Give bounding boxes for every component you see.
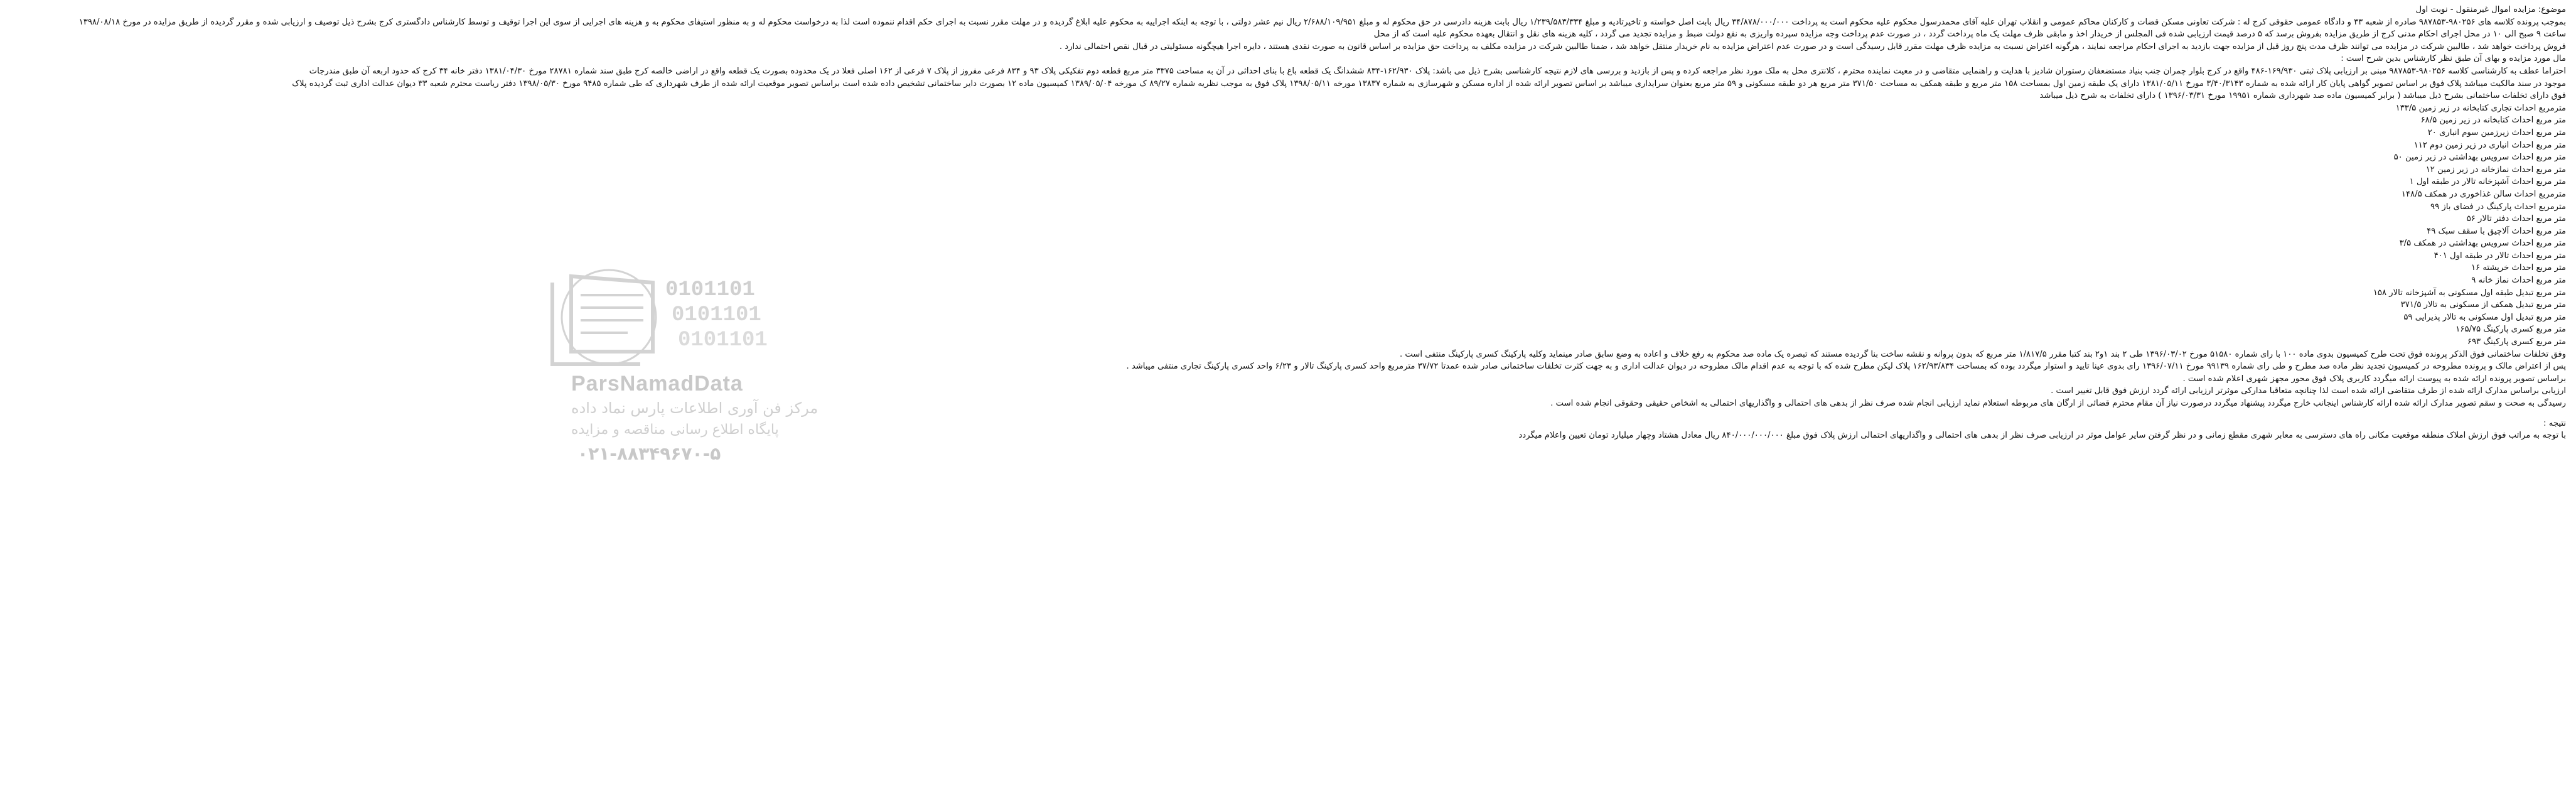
document-line: متر مربع احداث سرویس بهداشتی در همکف ۳/۵ (2399, 239, 2566, 249)
binary-watermark-text: 0101101 (678, 328, 768, 352)
binary-watermark-text: 0101101 (672, 303, 761, 327)
document-line: احتراما عطف به کارشناسی کلاسه ۹۸۰۲۵۶-۹۸۷۸۵۳ مبنی بر ارزیابی پلاک ثبتی ۱۶۹/۹۳۰-۴۸۶ واقع در کرج بلوار چمران جنب بنیاد مستضعفان رستوران شادیز با هدایت و راهنمایی متقاضی و در معیت نماینده محترم ، کلانتری محل به ملک مورد نظر مراجعه کرده و پس از بازدید و بررسی های لازم نتیجه کارشناسی بشرح ذیل می باشد: پلاک ۱۶۲/۹۳۰-۸۳۴ ششدانگ یک قطعه باغ با بنای احداثی در آن به مساحت ۳۳۷۵ متر مربع قطعه دوم تفکیکی پلاک ۹۳ و ۸۳۴ فرعی مفروز از پلاک ۷ فرعی از ۱۶۲ اصلی فعلا در یک محدوده بصورت یک قطعه واقع در اراضی خالصه کرج طبق سند شماره ۲۸۷۸۱ مورخ ۱۳۸۱/۰۴/۳۰ دفتر خانه ۳۴ کرج که حدود اربعه آن طبق مندرجات (309, 66, 2566, 76)
document-line: فروش پرداخت خواهد شد ، طالبین شرکت در مزایده می توانند ظرف مدت پنج روز قبل از مزایده جهت بازدید به اجرای احکام مراجعه نمایند ، هرگونه اعتراض نسبت به مزایده ظرف مهلت مقرر قابل رسیدگی است و در صورت عدم اعتراض مزایده به نام خریدار منتقل خواهد شد ، ضمنا طالبین شرکت در مزایده مکلف به پرداخت حق مزایده بر اساس قانون به صورت نقدی هستند ، دایره اجرا هیچگونه مسئولیتی در قبال نقص احتمالی ندارد . (1059, 41, 2566, 51)
document-line: مترمربع احداث پارکینگ در فضای باز ۹۹ (2430, 202, 2566, 212)
document-line: متر مربع احداث سرویس بهداشتی در زیر زمین ۵۰ (2393, 153, 2566, 163)
document-line: مترمربع احداث سالن غذاخوری در همکف ۱۴۸/۵ (2401, 189, 2566, 199)
document-line: با توجه به مراتب فوق ارزش املاک منطقه موقعیت مکانی راه های دسترسی به معابر شهری مقطع زمانی و در نظر گرفتن سایر عوامل موثر در ارزیابی صرف نظر از بدهی های احتمالی و واگذاریهای احتمالی ارزش پلاک فوق مبلغ ۸۴۰/۰۰۰/۰۰۰/۰۰۰ ریال معادل هشتاد وچهار میلیارد تومان تعیین واعلام میگردد (1518, 431, 2566, 441)
document-line: متر مربع تبدیل اول مسکونی به تالار پذیرایی ۵۹ (2403, 312, 2566, 322)
watermark-subtitle: پایگاه اطلاع رسانی مناقصه و مزایده (571, 422, 779, 438)
document-line: متر مربع احداث زیرزمین سوم انباری ۲۰ (2427, 127, 2566, 138)
document-line: ساعت ۹ صبح الی ۱۰ در محل اجرای احکام مدنی کرج از طریق مزایده بفروش برسد که ۵ درصد قیمت ارزیابی شده فی المجلس از خریدار اخذ و مابقی ظرف مهلت یک ماه پرداخت گردد ، در صورت عدم پرداخت وجه مزایده سپرده واریزی به نفع دولت ضبط و مزایده تجدید می گردد ، کلیه هزینه های نقل و انتقال بعهده محکوم علیه است که از محل (1373, 30, 2566, 40)
document-line: متر مربع احداث آلاچیق با سقف سبک ۴۹ (2427, 226, 2566, 236)
document-line: متر مربع کسری پارکینگ ۶۹۳ (2467, 337, 2566, 347)
watermark-tagline: مرکز فن آوری اطلاعات پارس نماد داده (571, 399, 818, 417)
document-line: متر مربع احداث انباری در زیر زمین دوم ۱۱۲ (2413, 140, 2566, 150)
document-line: متر مربع احداث آشپزخانه تالار در طبقه اول ۱ (2409, 177, 2566, 187)
document-line: موضوع: مزایده اموال غیرمنقول - نوبت اول (2415, 5, 2566, 14)
document-line: متر مربع احداث خرپشته ۱۶ (2471, 263, 2566, 273)
document-line: مال مورد مزایده و بهای آن طبق نظر کارشناس بدین شرح است : (2341, 54, 2566, 64)
document-line: متر مربع کسری پارکینگ ۱۶۵/۷۵ (2455, 325, 2566, 335)
document-line: ارزیابی براساس مدارک ارائه شده از طرف متقاضی ارائه شده است لذا چنانچه متعاقبا مدارکی موثرتر ارزیابی ارائه گردد ارزش فوق قابل تغییر است . (2051, 386, 2566, 396)
document-line: متر مربع احداث تالار در طبقه اول ۴۰۱ (2434, 251, 2566, 261)
document-line: مترمربع احداث تجاری کتابخانه در زیر زمین ۱۳۳/۵ (2395, 103, 2566, 113)
document-line: بموجب پرونده کلاسه های ۹۸۰۲۵۶-۹۸۷۸۵۳ صادره از شعبه ۳۳ و دادگاه عمومی حقوقی کرج له : شرکت تعاونی مسکن قضات و کارکنان محاکم عمومی و انقلاب تهران علیه آقای محمدرسول محکوم علیه محکوم است به پرداخت ۳۴/۸۷۸/۰۰۰/۰۰۰ ریال بابت اصل خواسته و تاخیرتادیه و مبلغ ۱/۲۳۹/۵۸۳/۳۳۴ ریال بابت هزینه دادرسی در حق محکوم له و مبلغ ۲/۶۸۸/۱۰۹/۹۵۱ ریال نیم عشر دولتی ، با توجه به اینکه اجراییه به محکوم علیه ابلاغ گردیده و در مهلت مقرر نسبت به اجرای حکم اقدام ننموده است لذا به درخواست محکوم له و به منظور استیفای محکوم به و هزینه های اجرایی از سوی این اجرا توقیف و توسط کارشناس دادگستری کرج بشرح ذیل توصیف و ارزیابی شده و مقرر گردیده از طریق مزایده در مورخ ۱۳۹۸/۰۸/۱۸ (78, 17, 2566, 27)
document-line: متر مربع تبدیل طبقه اول مسکونی به آشپزخانه تالار ۱۵۸ (2373, 288, 2566, 298)
document-line: پس از اعتراض مالک و پرونده مطروحه در کمیسیون تجدید نظر ماده صد مطرح و طی رای شماره ۹۹۱۳۹ مورخ ۱۳۹۶/۰۷/۱۱ رای بدوی عینا تایید و استوار میگردد بوده که بمساحت ۱۶۲/۹۳/۸۳۴ پلاک لیکن مطرح شده که با توجه به عدم اقدام مالک مطروحه در دیوان عدالت اداری و به جهت کثرت تخلفات ساختمانی صادر شده عمدتا ۳۷/۷۲ مترمربع واحد کسری پارکینگ تالار و ۶/۲۳ واحد کسری پارکینگ تجاری منتفی میباشد . (1126, 362, 2566, 372)
document-line: متر مربع احداث نماز خانه ۹ (2471, 276, 2566, 286)
document-line: وفق تخلفات ساختمانی فوق الذکر پرونده فوق تحت طرح کمیسیون بدوی ماده ۱۰۰ با رای شماره ۵۱۵۸۰ مورخ ۱۳۹۶/۰۳/۰۲ طی ۲ بند ۱و۲ بند کتبا مقرر ۱/۸۱۷/۵ متر مربع که بدون پروانه و نقشه ساخت بنا گردیده مستند که تبصره یک ماده صد محکوم به رفع خلاف و اعاده به وضع سابق صادر مینماید وکلیه پارکینگ کسری پارکینگ منتفی است . (1399, 349, 2566, 359)
document-line: متر مربع احداث دفتر تالار ۵۶ (2466, 214, 2566, 224)
document-line: متر مربع احداث نمازخانه در زیر زمین ۱۲ (2425, 165, 2566, 175)
document-line (10, 410, 2566, 418)
document-line: متر مربع تبدیل همکف از مسکونی به تالار ۳۷۱/۵ (2400, 300, 2566, 310)
watermark-phone: ۰۲۱-۸۸۳۴۹۶۷۰-۵ (577, 443, 721, 464)
document-line: نتیجه : (2543, 418, 2566, 428)
document-line: فوق دارای تخلفات ساختمانی بشرح ذیل میباشد ( برابر کمیسیون ماده صد شهرداری شماره ۱۹۹۵۱ مورخ ۱۳۹۶/۰۳/۳۱ ) دارای تخلفات به شرح ذیل میباشد (2039, 91, 2566, 101)
document-line: براساس تصویر پرونده ارائه شده به پیوست ارائه میگردد کاربری پلاک فوق محور مجهز شهری اعلام شده است . (2182, 374, 2566, 384)
document-line: متر مربع احداث کتابخانه در زیر زمین ۶۸/۵ (2420, 116, 2566, 126)
binary-watermark-text: 0101101 (665, 278, 755, 302)
document-body (10, 4, 2566, 442)
document-line: رسیدگی به صحت و سقم تصویر مدارک ارائه شده ارائه کارشناس اینجانب خارج میگردد پیشنهاد میگردد درصورت نیاز آن مقام محترم قضائی از ارگان های مربوطه استعلام نماید ارزیابی انجام شده صرف نظر از بدهی های احتمالی و واگذاریهای احتمالی به اشخاص حقیقی وحقوقی انجام شده است . (1550, 399, 2566, 408)
watermark-brand: ParsNamadData (571, 372, 743, 396)
document-line: موجود در سند مالکیت میباشد پلاک فوق بر اساس تصویر گواهی پایان کار ارائه شده به شماره ۳/۴۰/۳۱۴۳ مورخ ۱۳۸۱/۰۵/۱۱ دارای یک طبقه زمین اول بمساحت ۱۵۸ متر مربع و طبقه همکف به مساحت ۳۷۱/۵۰ متر مربع هر دو طبقه مسکونی و ۵۹ متر مربع بعنوان سرایداری میباشد بر اساس تصویر ارائه شده از اداره مسکن و شهرسازی به شماره ۱۳۸۳۷ مورخه ۱۳۹۸/۰۵/۱۱ پلاک فوق به موجب نظریه شماره ۸۹/۲۷ ک مورخه ۱۳۸۹/۰۵/۰۴ کمیسیون ماده ۱۲ بصورت دایر ساختمانی تشخیص داده شده است براساس تصویر موقعیت ارائه شده از طرف شهرداری که طی شماره ۹۴۸۵ مورخ ۱۳۹۸/۰۵/۳۰ دفتر ریاست محترم شعبه ۳۳ دیوان عدالت اداری ثبت گردیده پلاک (292, 78, 2566, 89)
